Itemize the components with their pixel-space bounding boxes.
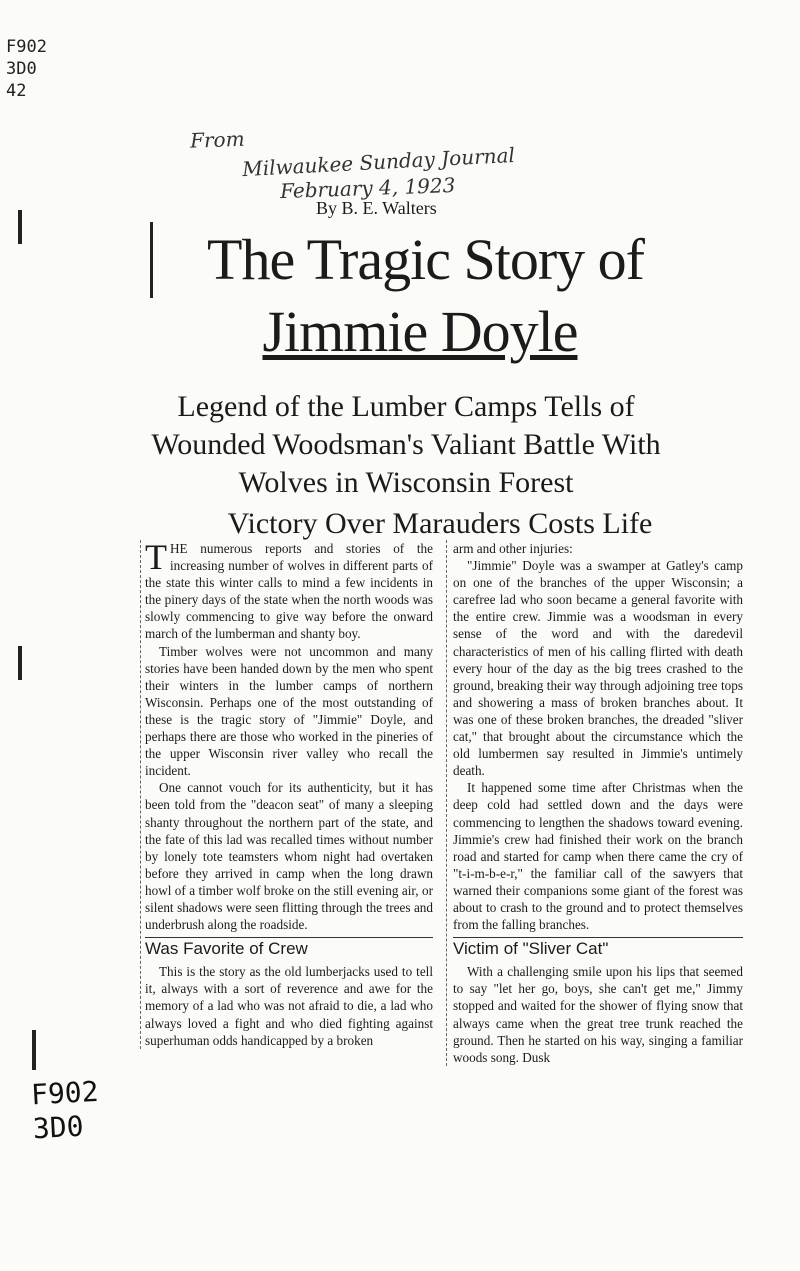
secondary-deck: Victory Over Marauders Costs Life (227, 507, 653, 540)
byline: By B. E. Walters (316, 198, 437, 218)
handwritten-line: Milwaukee Sunday Journal (241, 142, 516, 182)
article-paragraph (145, 537, 433, 643)
handwritten-line: From (189, 126, 245, 153)
headline-line: Jimmie Doyle (262, 299, 578, 364)
margin-mark (32, 1030, 36, 1070)
article-paragraph: It happened some time after Christmas when the deep cold had settled down and the days were commencing to lengthen the shadows toward evening. Jimmie's crew had finished their work on the branch road and started for camp when there came the cry of "t-i-m-b-e-r," the familiar call of the sawyers that warned their companions some giant of the forest was about to crash to the ground and to protect themselves from the falling branches. (453, 780, 743, 933)
headline (150, 222, 690, 366)
article-paragraph: With a challenging smile upon his lips that seemed to say "let her go, boys, she can't get me," Jimmy stopped and waited for the shower of flying snow that always came when the great tree trunk reached the ground. Then he started on his way, singing a familiar woods song. Dusk (453, 964, 743, 1065)
paragraph-text: HE numerous reports and stories of the increasing number of wolves in different parts of the state this winter calls to mind a few incidents in the pinery days of the state when the north woods was slowly commencing to give way before the onward march of the lumberman and shanty boy. (145, 541, 433, 642)
article-column-left (140, 537, 433, 1049)
archive-code-line: 3D0 (6, 59, 37, 79)
headline-line: The Tragic Story of (150, 222, 690, 298)
subheadline (96, 388, 716, 502)
handwritten-line: February 4, 1923 (279, 172, 456, 204)
archive-code-bottom (30, 1074, 123, 1147)
section-heading: Was Favorite of Crew (145, 937, 433, 957)
subheadline-line: Wounded Woodsman's Valiant Battle With (151, 428, 661, 461)
handwritten-source-note (189, 120, 630, 204)
article-column-right (446, 540, 743, 1066)
archive-code-line: F902 (30, 1074, 100, 1112)
article-paragraph: One cannot vouch for its authenticity, but it has been told from the "deacon seat" of many a sleeping shanty throughout the northern part of the state, and the fate of this lad was recalled times without number by lonely tote teamsters whom night had overtaken before they arrived in camp when the long drawn howl of a timber wolf broke on the still evening air, or silent shadows were seen flitting through the trees and underbrush along the roadside. (145, 780, 433, 933)
drop-cap: T (145, 537, 167, 577)
margin-mark (18, 210, 22, 244)
archive-code-top (6, 36, 76, 102)
article-paragraph: Timber wolves were not uncommon and many stories have been handed down by the men who spent their winters in the lumber camps of northern Wisconsin. Perhaps one of the most outstanding of these is the tragic story of "Jimmie" Doyle, and perhaps there are those who worked in the pineries of the upper Wisconsin river valley who recall the incident. (145, 643, 433, 779)
article-paragraph: "Jimmie" Doyle was a swamper at Gatley's camp on one of the branches of the upper Wisconsin; a carefree lad who soon became a general favorite with the entire crew. Jimmie was a woodsman in every sense of the word and with the daredevil characteristics of men of his calling flirted with death every hour of the day as the big trees crashed to the ground, breaking their way through adjoining tree tops and showering a mass of broken branches about. It was one of these broken branches, the dreaded "sliver cat," that brought about the circumstance which the old lumbermen say resulted in Jimmie's untimely death. (453, 558, 743, 779)
article-paragraph: This is the story as the old lumberjacks used to tell it, always with a sort of reverence and awe for the memory of a lad who was not afraid to die, a lad who always loved a fight and who died fighting against superhuman odds handicapped by a broken (145, 964, 433, 1048)
margin-mark (18, 646, 22, 680)
subheadline-line: Wolves in Wisconsin Forest (238, 466, 574, 499)
article-paragraph: arm and other injuries: (453, 541, 573, 556)
archive-code-line: 42 (6, 81, 27, 101)
subheadline-line: Legend of the Lumber Camps Tells of (177, 390, 635, 423)
archive-code-line: F902 (6, 37, 47, 57)
archive-code-line: 3D0 (32, 1109, 85, 1146)
section-heading: Victim of "Sliver Cat" (453, 937, 743, 957)
